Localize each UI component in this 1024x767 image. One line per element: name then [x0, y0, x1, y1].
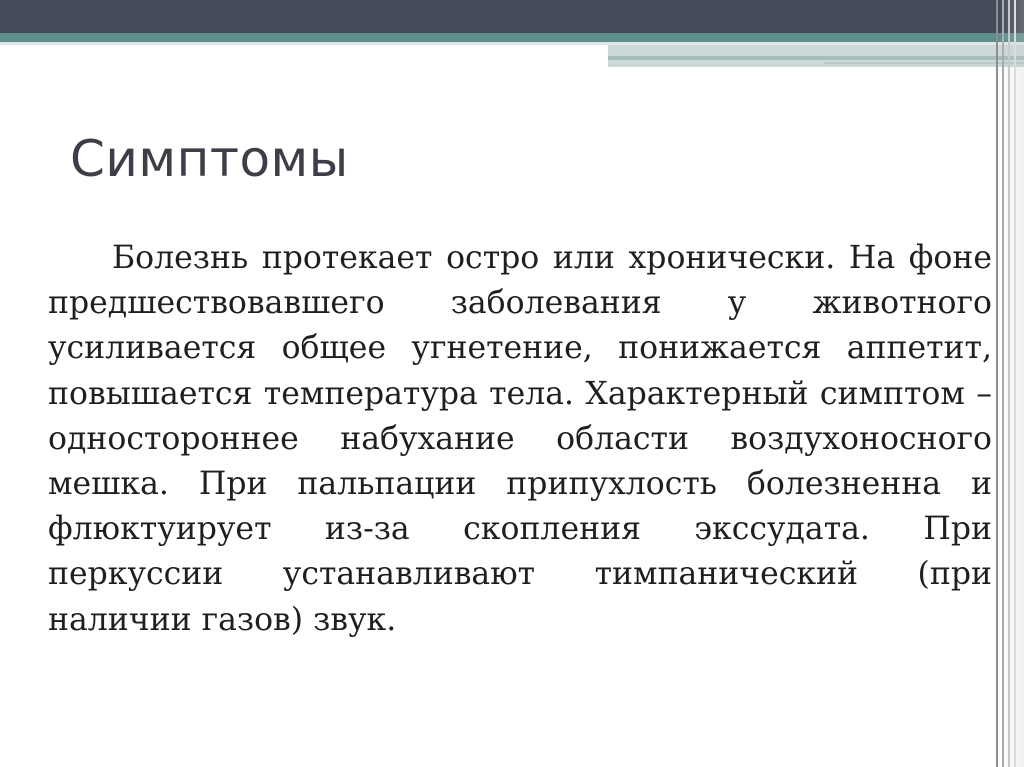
right-edge-stripe-1: [996, 0, 998, 767]
right-edge-stripe-2: [1002, 0, 1004, 767]
header-band-dark: [0, 0, 1024, 33]
header-accent-thin-line: [824, 62, 1024, 64]
slide-body-text: Болезнь протекает остро или хронически. На фоне предшествовавшего заболевания у животного усиливается общее угнетение, понижается аппетит, повышается температура тела. Характерный симптом – одностороннее набухание области воздухоносного мешка. При пальпации припухлость болезненна и флюктуирует из-за скопления экссудата. При перкуссии устанавливают тимпанический (при наличии газов) звук.: [48, 240, 992, 638]
header-band-teal: [0, 33, 1024, 42]
right-edge-stripe-3: [1008, 0, 1010, 767]
header-accent-line: [608, 56, 1024, 60]
slide-title: Симптомы: [70, 130, 349, 188]
right-edge-stripe-4: [1014, 0, 1016, 767]
